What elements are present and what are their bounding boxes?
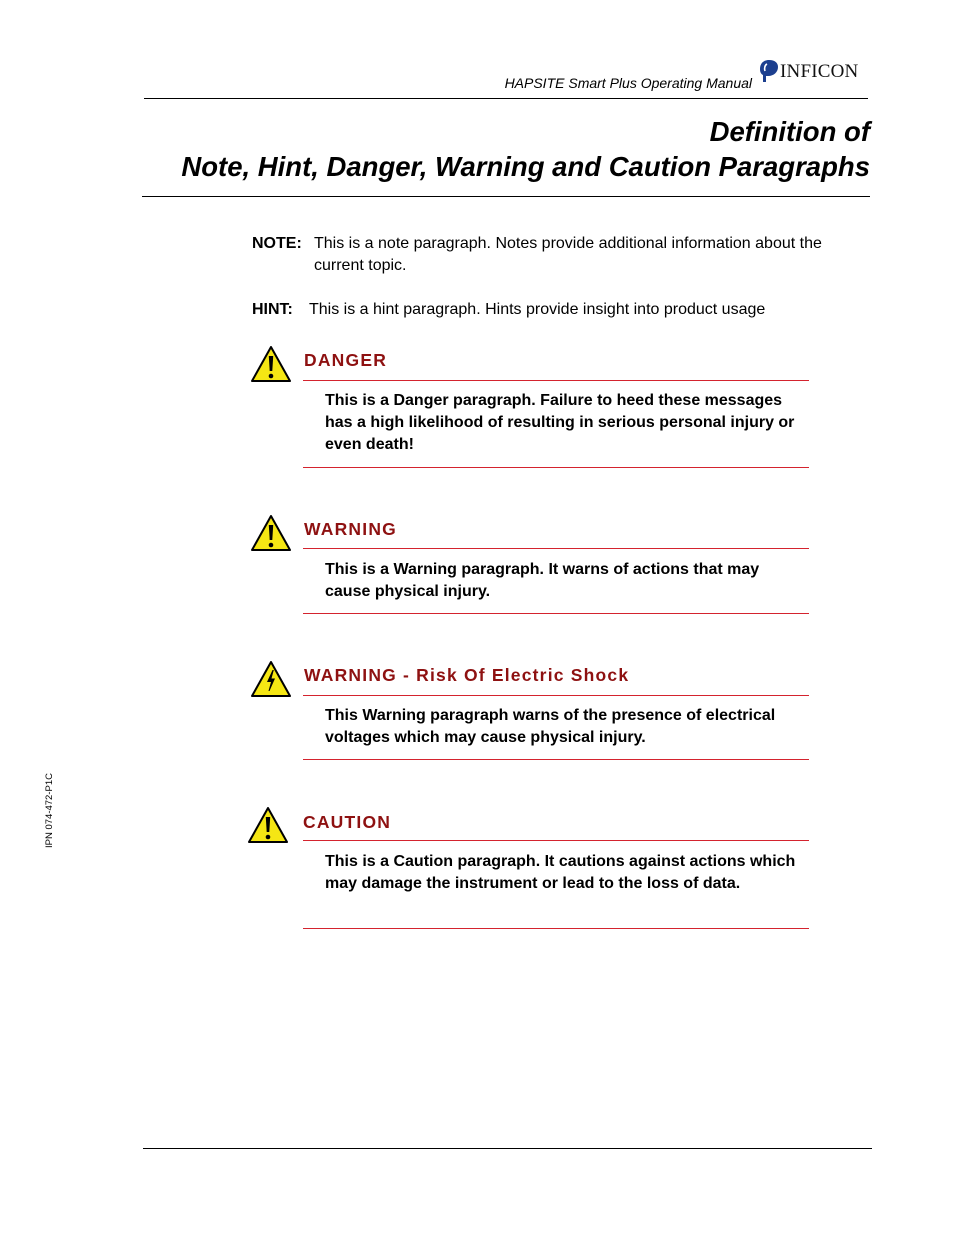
shock-bottom-rule: [303, 759, 809, 760]
hint-text: This is a hint paragraph. Hints provide insight into product usage: [309, 301, 766, 318]
title-line-2: Note, Hint, Danger, Warning and Caution Paragraphs: [181, 151, 870, 182]
manual-name: HAPSITE Smart Plus Operating Manual: [504, 75, 752, 91]
title-line-1: Definition of: [709, 116, 870, 147]
shock-top-rule: [303, 695, 809, 696]
caution-top-rule: [303, 840, 809, 841]
logo-text: INFICON: [780, 61, 859, 82]
caution-text: This is a Caution paragraph. It cautions against actions which may damage the instrument or lead to the loss of data.: [325, 853, 796, 892]
danger-top-rule: [303, 380, 809, 381]
caution-exclamation-warning-icon: [247, 806, 289, 844]
danger-text: This is a Danger paragraph. Failure to heed these messages has a high likelihood of resulting in serious personal injury or even death!: [325, 392, 795, 453]
document-id: IPN 074-472-P1C: [44, 773, 55, 848]
warning-text: This is a Warning paragraph. It warns of actions that may cause physical injury.: [325, 561, 760, 600]
note-text: This is a note paragraph. Notes provide additional information about the current topic.: [314, 235, 822, 274]
electric-shock-icon: [250, 660, 292, 698]
inficon-logo-mark-icon: [758, 58, 780, 84]
warning-exclamation-warning-icon: [250, 514, 292, 552]
warning-heading: WARNING: [304, 519, 397, 539]
inficon-logo: [758, 58, 876, 84]
danger-heading: DANGER: [304, 350, 388, 370]
warning-top-rule: [303, 548, 809, 549]
shock-heading: WARNING - Risk Of Electric Shock: [304, 665, 630, 685]
title-rule: [142, 196, 870, 197]
note-label: NOTE:: [252, 235, 302, 252]
caution-bottom-rule: [303, 928, 809, 929]
danger-bottom-rule: [303, 467, 809, 468]
warning-bottom-rule: [303, 613, 809, 614]
shock-text: This Warning paragraph warns of the presence of electrical voltages which may cause physical injury.: [325, 707, 776, 746]
footer-rule: [143, 1148, 872, 1149]
page-title: [120, 114, 870, 184]
hint-label: HINT:: [252, 301, 293, 318]
header-rule: [144, 98, 868, 99]
caution-heading: CAUTION: [303, 812, 392, 832]
danger-exclamation-warning-icon: [250, 345, 292, 383]
